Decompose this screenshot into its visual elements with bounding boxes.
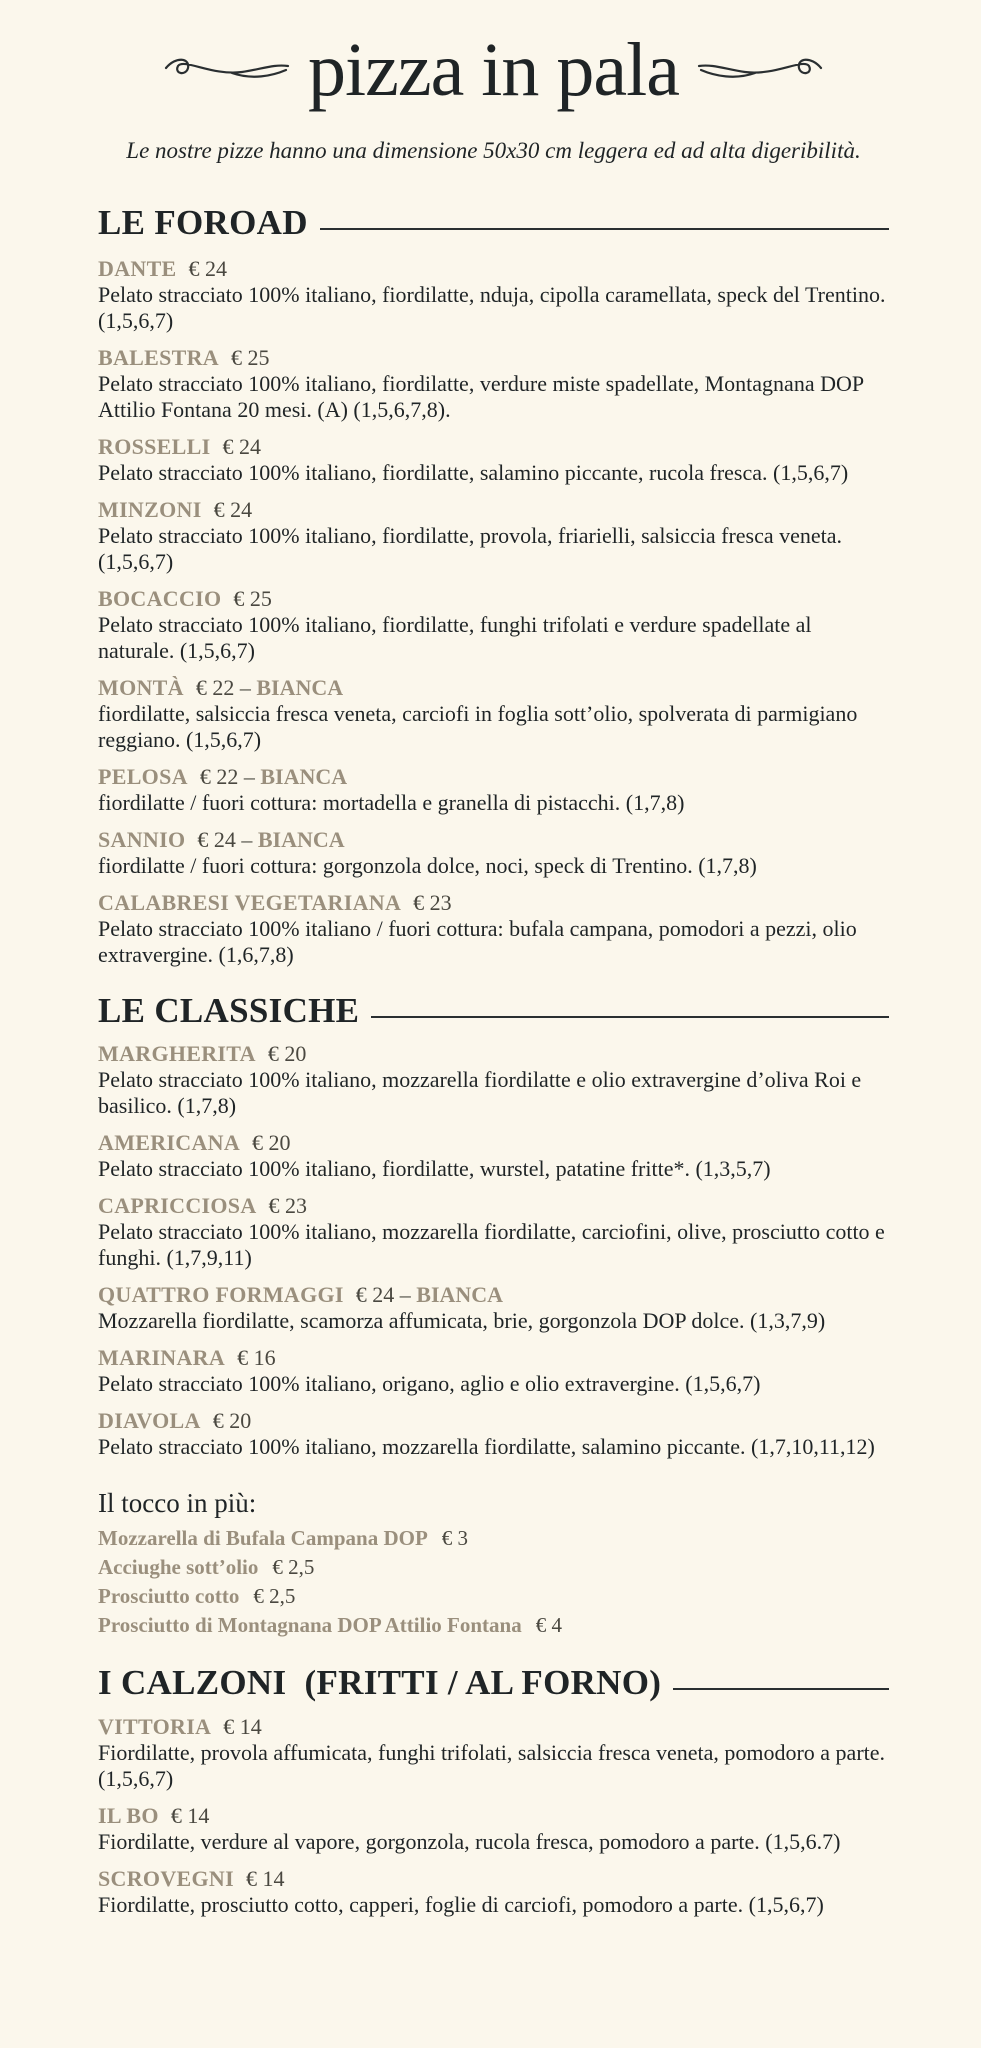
extra-item xyxy=(98,1553,889,1582)
item-name: MARGHERITA xyxy=(98,1041,256,1066)
menu-item xyxy=(98,1192,889,1271)
item-description: Pelato stracciato 100% italiano, fiordilatte, provola, friarielli, salsiccia fresca veneta. (1,5,6,7) xyxy=(98,522,843,574)
item-name: MINZONI xyxy=(98,496,202,522)
item-description: Fiordilatte, prosciutto cotto, capperi, foglie di carciofi, pomodoro a parte. (1,5,6,7) xyxy=(98,1891,824,1917)
section-title-text: I CALZONI (FRITTI / AL FORNO) xyxy=(98,1663,662,1702)
section-foroad xyxy=(98,204,889,968)
item-price: € 25 xyxy=(233,585,272,611)
extra-name: Acciughe sott’olio xyxy=(98,1555,259,1579)
menu-item xyxy=(98,1344,889,1397)
item-price: € 24 – xyxy=(355,1282,411,1307)
section-title-text: LE CLASSICHE xyxy=(98,990,360,1030)
item-name: IL BO xyxy=(98,1802,159,1828)
item-tag-bianca: BIANCA xyxy=(257,826,345,852)
item-price: € 14 xyxy=(223,1713,262,1739)
menu-item xyxy=(98,1281,889,1334)
item-price: € 16 xyxy=(237,1345,276,1370)
item-price: € 14 xyxy=(170,1802,210,1828)
item-name: ROSSELLI xyxy=(98,433,211,459)
extra-item xyxy=(98,1524,889,1553)
item-description: Fiordilatte, provola affumicata, funghi trifolati, salsiccia fresca veneta, pomodoro a parte. (1,5,6,7) xyxy=(98,1739,886,1791)
menu-item xyxy=(98,1865,889,1918)
extra-item xyxy=(98,1611,889,1640)
item-price: € 24 – xyxy=(197,826,253,852)
item-name: SANNIO xyxy=(98,826,186,852)
item-name: BOCACCIO xyxy=(98,585,222,611)
item-description: Pelato stracciato 100% italiano, fiordilatte, nduja, cipolla caramellata, speck del Trentino. (1,5,6,7) xyxy=(98,281,886,333)
menu-item xyxy=(98,1040,889,1119)
extras-title: Il tocco in più: xyxy=(98,1488,257,1518)
item-price: € 24 xyxy=(188,255,228,281)
section-title xyxy=(98,992,889,1031)
item-description: Pelato stracciato 100% italiano, mozzarella fiordilatte e olio extravergine d’oliva Roi e basilico. (1,7,8) xyxy=(98,1067,862,1118)
extra-item xyxy=(98,1582,889,1611)
section-classiche xyxy=(98,992,889,1461)
item-tag-bianca: BIANCA xyxy=(416,1282,504,1307)
item-name: PELOSA xyxy=(98,763,188,789)
item-name: CALABRESI VEGETARIANA xyxy=(98,889,402,915)
section-title-text: LE FOROAD xyxy=(98,203,308,242)
item-description: fiordilatte, salsiccia fresca veneta, carciofi in foglia sott’olio, spolverata di parmigiano reggiano. (1,5,6,7) xyxy=(98,700,858,752)
menu-item xyxy=(98,826,889,879)
item-description: Pelato stracciato 100% italiano / fuori cottura: bufala campana, pomodori a pezzi, olio extravergine. (1,6,7,8) xyxy=(98,915,857,967)
extra-price: € 2,5 xyxy=(272,1555,315,1579)
item-description: Pelato stracciato 100% italiano, fiordilatte, salamino piccante, rucola fresca. (1,5,6,7) xyxy=(98,459,849,485)
item-description: fiordilatte / fuori cottura: gorgonzola dolce, noci, speck di Trentino. (1,7,8) xyxy=(98,852,757,878)
flourish-left-icon xyxy=(162,46,292,86)
extra-name: Mozzarella di Bufala Campana DOP xyxy=(98,1526,428,1550)
section-title xyxy=(98,1664,889,1703)
menu-item xyxy=(98,1129,889,1182)
item-price: € 23 xyxy=(268,1193,308,1218)
item-description: Pelato stracciato 100% italiano, fiordilatte, funghi trifolati e verdure spadellate al naturale. (1,5,6,7) xyxy=(98,611,812,663)
extra-price: € 3 xyxy=(441,1526,469,1550)
item-description: Pelato stracciato 100% italiano, mozzarella fiordilatte, salamino piccante. (1,7,10,11,12) xyxy=(98,1434,875,1459)
item-description: Pelato stracciato 100% italiano, fiordilatte, wurstel, patatine fritte*. (1,3,5,7) xyxy=(98,1156,771,1181)
menu-item xyxy=(98,674,889,753)
item-price: € 25 xyxy=(231,344,270,370)
item-tag-bianca: BIANCA xyxy=(260,763,348,789)
extra-name: Prosciutto di Montagnana DOP Attilio Fontana xyxy=(98,1613,522,1637)
menu-item xyxy=(98,763,889,816)
item-price: € 24 xyxy=(213,496,253,522)
menu-item xyxy=(98,1407,889,1460)
item-name: DANTE xyxy=(98,255,177,281)
item-tag-bianca: BIANCA xyxy=(256,674,344,700)
menu-item xyxy=(98,889,889,968)
menu-item xyxy=(98,433,889,486)
section-calzoni xyxy=(98,1664,889,1918)
menu-item xyxy=(98,255,889,334)
item-name: AMERICANA xyxy=(98,1130,241,1155)
item-name: DIAVOLA xyxy=(98,1408,201,1433)
item-name: SCROVEGNI xyxy=(98,1865,234,1891)
item-description: fiordilatte / fuori cottura: mortadella e granella di pistacchi. (1,7,8) xyxy=(98,789,685,815)
item-description: Pelato stracciato 100% italiano, mozzarella fiordilatte, carciofini, olive, prosciutto cotto e funghi. (1,7,9,11) xyxy=(98,1219,885,1270)
item-description: Pelato stracciato 100% italiano, fiordilatte, verdure miste spadellate, Montagnana DOP Attilio Fontana 20 mesi. (A) (1,5,6,7,8). xyxy=(98,370,864,422)
menu-item xyxy=(98,496,889,575)
menu-item xyxy=(98,1802,889,1855)
menu-item xyxy=(98,344,889,423)
item-name: QUATTRO FORMAGGI xyxy=(98,1282,344,1307)
item-price: € 23 xyxy=(413,889,452,915)
item-description: Mozzarella fiordilatte, scamorza affumicata, brie, gorgonzola DOP dolce. (1,3,7,9) xyxy=(98,1308,826,1333)
flourish-right-icon xyxy=(695,46,825,86)
menu-item xyxy=(98,1713,889,1792)
extra-price: € 4 xyxy=(535,1613,562,1637)
section-rule xyxy=(320,228,889,230)
item-price: € 20 xyxy=(267,1041,307,1066)
item-name: BALESTRA xyxy=(98,344,219,370)
extra-price: € 2,5 xyxy=(253,1584,296,1608)
menu-title: pizza in pala xyxy=(307,28,679,112)
menu-item xyxy=(98,585,889,664)
item-price: € 24 xyxy=(222,433,261,459)
item-name: MONTÀ xyxy=(98,674,184,700)
item-price: € 20 xyxy=(212,1408,252,1433)
extra-name: Prosciutto cotto xyxy=(98,1584,240,1608)
menu-header xyxy=(98,0,889,132)
item-name: MARINARA xyxy=(98,1345,226,1370)
item-name: CAPRICCIOSA xyxy=(98,1193,257,1218)
section-rule xyxy=(371,1016,889,1018)
section-extras xyxy=(98,1486,889,1640)
item-price: € 22 – xyxy=(199,763,255,789)
item-description: Pelato stracciato 100% italiano, origano, aglio e olio extravergine. (1,5,6,7) xyxy=(98,1371,761,1396)
item-description: Fiordilatte, verdure al vapore, gorgonzola, rucola fresca, pomodoro a parte. (1,5,6.7) xyxy=(98,1828,841,1854)
menu-subtitle: Le nostre pizze hanno una dimensione 50x30 cm leggera ed ad alta digeribilità. xyxy=(126,138,861,163)
item-price: € 14 xyxy=(245,1865,285,1891)
item-price: € 22 – xyxy=(195,674,251,700)
section-title xyxy=(98,204,889,243)
section-rule xyxy=(673,1688,889,1690)
item-price: € 20 xyxy=(252,1130,291,1155)
item-name: VITTORIA xyxy=(98,1713,212,1739)
